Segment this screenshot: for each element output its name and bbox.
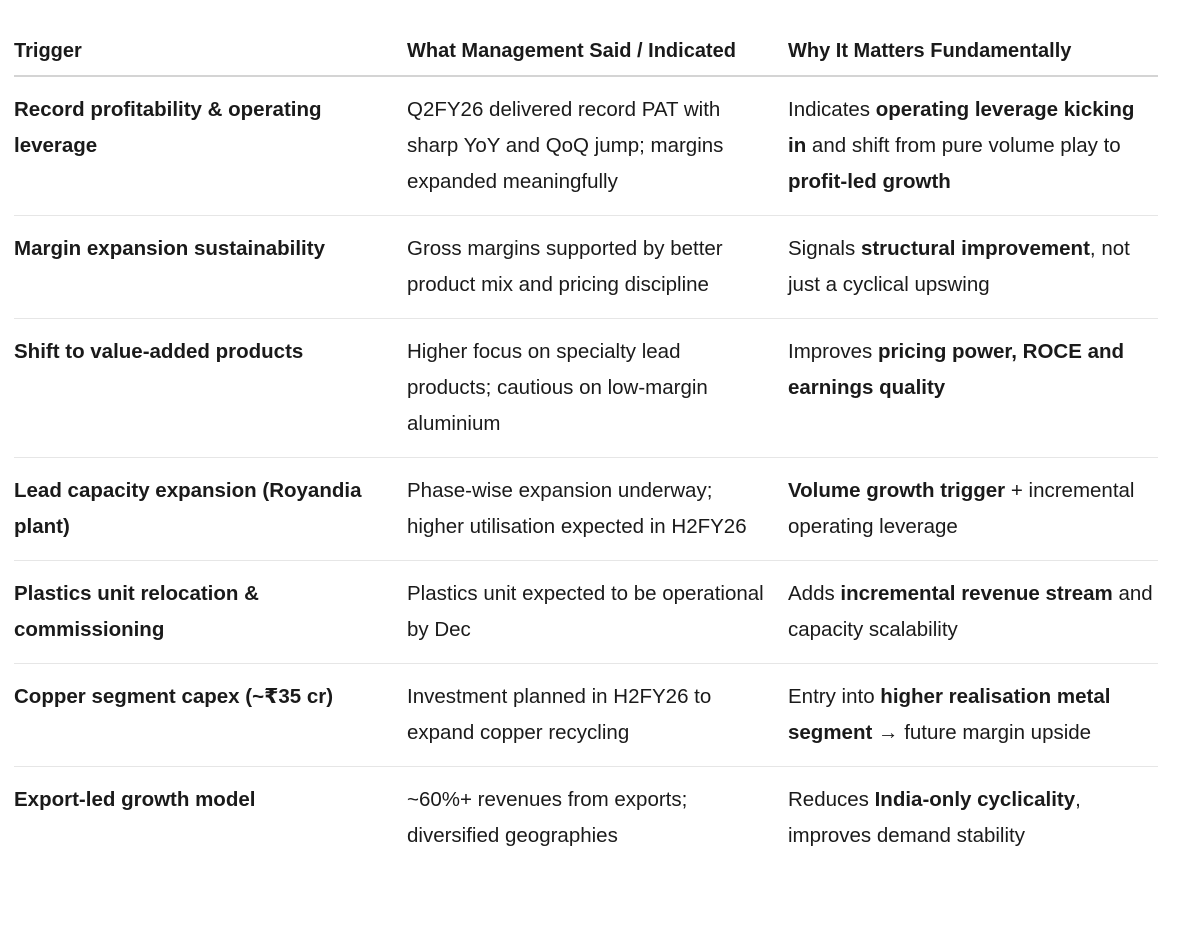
table-header-row [14,0,1158,77]
triggers-table [14,0,1158,869]
trigger-cell: Shift to value-added products [14,340,304,363]
trigger-cell: Record profitability & operating leverage [14,98,322,157]
why-it-matters-cell [788,77,1158,215]
table-row [14,767,1158,869]
body-text: Entry into [788,685,881,708]
body-text: Improves [788,340,878,363]
why-it-matters-cell [788,664,1158,766]
management-said-cell: Q2FY26 delivered record PAT with sharp YoY and QoQ jump; margins expanded meaningfully [407,98,724,193]
body-text: Indicates [788,98,876,121]
header-trigger: Trigger [14,40,82,62]
trigger-cell: Plastics unit relocation & commissioning [14,582,259,641]
table-row [14,664,1158,767]
body-text: → future margin upside [872,721,1092,744]
body-text: and shift from pure volume play to [806,134,1121,157]
emphasis-text: structural improvement [860,237,1090,260]
management-said-cell: Phase-wise expansion underway; higher utilisation expected in H2FY26 [407,479,747,538]
management-said-cell: Investment planned in H2FY26 to expand copper recycling [407,685,712,744]
emphasis-text: incremental revenue stream [840,582,1113,605]
why-it-matters-cell [788,767,1158,869]
trigger-cell: Export-led growth model [14,788,256,811]
body-text: Signals [788,237,861,260]
body-text: , improves demand stability [788,788,1081,847]
body-text: Reduces [788,788,875,811]
management-said-cell: Gross margins supported by better product mix and pricing discipline [407,237,723,296]
why-it-matters-cell [788,458,1158,560]
body-text: , not just a cyclical upswing [788,237,1130,296]
emphasis-text: India-only cyclicality [874,788,1076,811]
management-said-cell: Higher focus on specialty lead products; cautious on low-margin aluminium [407,340,708,435]
table-row [14,319,1158,458]
emphasis-text: Volume growth trigger [788,479,1006,502]
management-said-cell: Plastics unit expected to be operational by Dec [407,582,764,641]
table-row [14,77,1158,216]
management-said-cell: ~60%+ revenues from exports; diversified geographies [407,788,688,847]
header-why-it-matters: Why It Matters Fundamentally [788,40,1072,62]
why-it-matters-cell [788,216,1158,318]
emphasis-text: profit-led growth [788,170,951,193]
trigger-cell: Copper segment capex (~₹35 cr) [14,685,334,708]
header-management-said: What Management Said / Indicated [407,40,736,62]
body-text: Adds [788,582,841,605]
emphasis-text: pricing power, ROCE and earnings quality [788,340,1125,399]
emphasis-text: higher realisation metal segment [788,685,1111,744]
trigger-cell: Margin expansion sustainability [14,237,325,260]
trigger-cell: Lead capacity expansion (Royandia plant) [14,479,362,538]
table-row [14,561,1158,664]
why-it-matters-cell [788,561,1158,663]
emphasis-text: operating leverage kicking in [788,98,1135,157]
table-row [14,458,1158,561]
why-it-matters-cell [788,319,1158,457]
table-row [14,216,1158,319]
body-text: + incremental operating leverage [788,479,1135,538]
body-text: and capacity scalability [788,582,1153,641]
